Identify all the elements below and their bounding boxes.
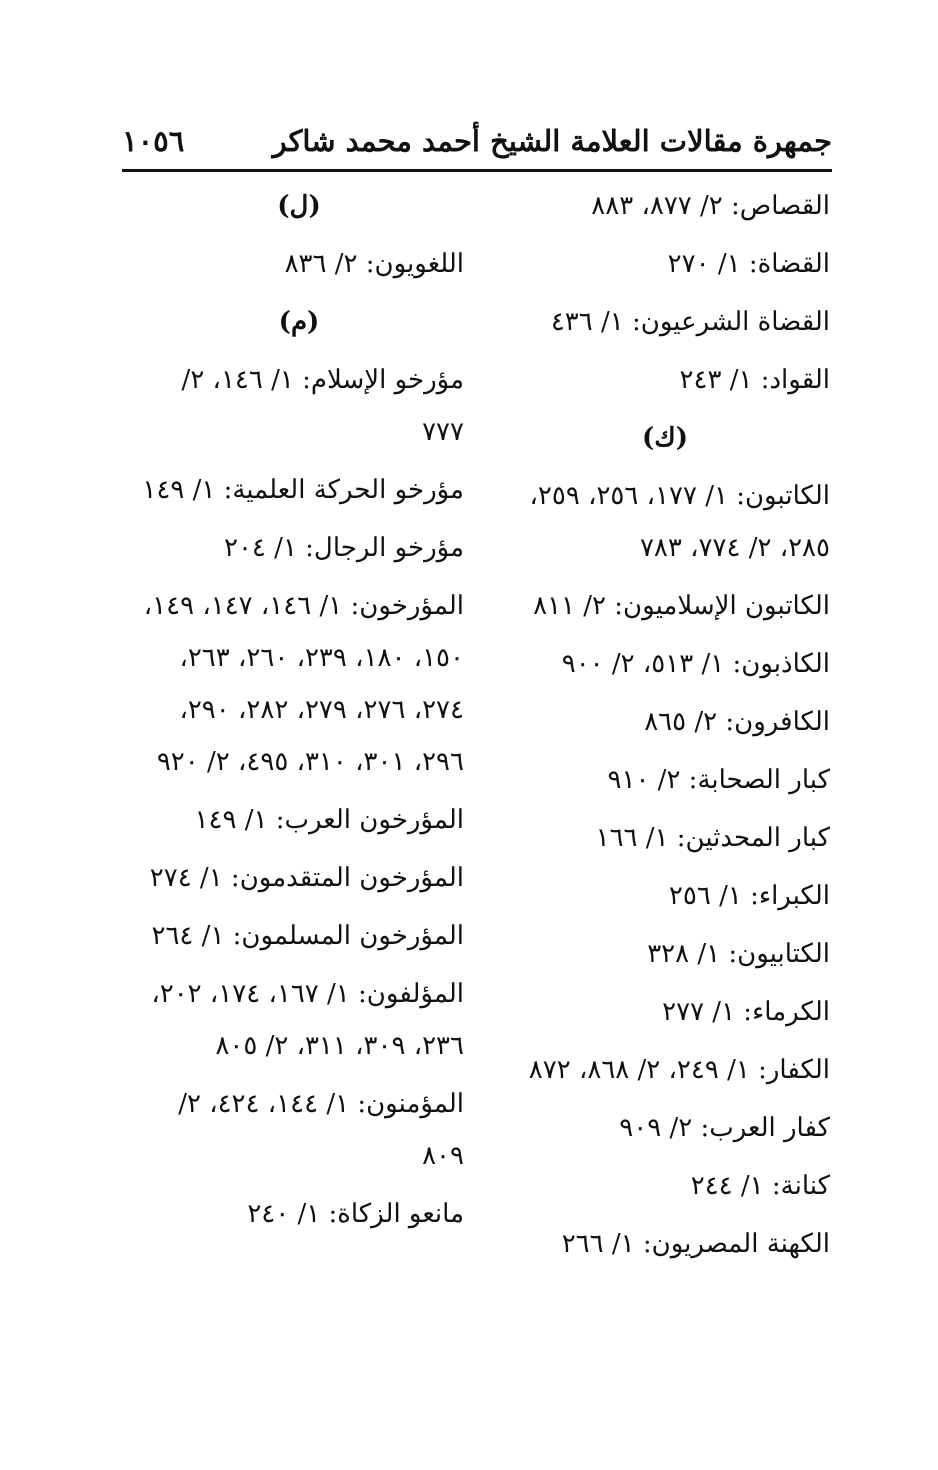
index-entry: مانعو الزكاة: ١/ ٢٤٠ (247, 1199, 464, 1229)
index-entry: المؤرخون العرب: ١/ ١٤٩ (194, 805, 464, 835)
index-entry: القصاص: ٢/ ٨٧٧، ٨٨٣ (591, 191, 830, 221)
page-number: ١٠٥٦ (122, 124, 185, 158)
index-entry: المؤلفون: ١/ ١٦٧، ١٧٤، ٢٠٢، ٢٣٦، ٣٠٩، ٣١١، ٢/ ٨٠٥ (151, 979, 464, 1061)
page-header (122, 118, 832, 170)
index-column-right (500, 180, 830, 1276)
index-entry: المؤرخون المتقدمون: ١/ ٢٧٤ (149, 863, 464, 893)
index-entry: القضاة الشرعيون: ١/ ٤٣٦ (550, 307, 830, 337)
index-entry: مؤرخو الرجال: ١/ ٢٠٤ (224, 533, 464, 563)
index-entry: كنانة: ١/ ٢٤٤ (690, 1171, 830, 1201)
index-entry: الكهنة المصريون: ١/ ٢٦٦ (561, 1229, 830, 1259)
index-entry: الكاتبون الإسلاميون: ٢/ ٨١١ (533, 591, 830, 621)
index-entry: الكفار: ١/ ٢٤٩، ٢/ ٨٦٨، ٨٧٢ (528, 1055, 830, 1085)
index-entry: المؤرخون: ١/ ١٤٦، ١٤٧، ١٤٩، ١٥٠، ١٨٠، ٢٣٩، ٢٦٠، ٢٦٣، ٢٧٤، ٢٧٦، ٢٧٩، ٢٨٢، ٢٩٠، ٢٩٦، ٣٠١، ٣١٠، ٤٩٥، ٢/ ٩٢٠ (143, 591, 464, 777)
index-entry: المؤمنون: ١/ ١٤٤، ٤٢٤، ٢/ ٨٠٩ (178, 1089, 464, 1171)
index-entry: الكرماء: ١/ ٢٧٧ (662, 997, 830, 1027)
index-entry: كبار الصحابة: ٢/ ٩١٠ (607, 765, 830, 795)
index-entry: كبار المحدثين: ١/ ١٦٦ (595, 823, 830, 853)
index-entry: كفار العرب: ٢/ ٩٠٩ (619, 1113, 830, 1143)
index-entry: الكاتبون: ١/ ١٧٧، ٢٥٦، ٢٥٩، ٢٨٥، ٢/ ٧٧٤، ٧٨٣ (529, 481, 830, 563)
index-letter-heading: (م) (278, 307, 320, 337)
index-entry: المؤرخون المسلمون: ١/ ٢٦٤ (151, 921, 464, 951)
index-entry: مؤرخو الحركة العلمية: ١/ ١٤٩ (142, 475, 464, 505)
index-entry: الكبراء: ١/ ٢٥٦ (668, 881, 830, 911)
index-entry: الكافرون: ٢/ ٨٦٥ (644, 707, 830, 737)
index-entry: اللغويون: ٢/ ٨٣٦ (284, 249, 464, 279)
index-entry: مؤرخو الإسلام: ١/ ١٤٦، ٢/ ٧٧٧ (181, 365, 464, 447)
header-rule (122, 169, 832, 172)
index-letter-heading: (ك) (641, 423, 689, 453)
running-title: جمهرة مقالات العلامة الشيخ أحمد محمد شاكر (272, 124, 832, 158)
index-entry: القضاة: ١/ ٢٧٠ (667, 249, 830, 279)
index-entry: الكتابيون: ١/ ٣٢٨ (647, 939, 830, 969)
index-entry: القواد: ١/ ٢٤٣ (679, 365, 830, 395)
index-letter-heading: (ل) (277, 191, 321, 221)
index-column-left (134, 180, 464, 1246)
index-entry: الكاذبون: ١/ ٥١٣، ٢/ ٩٠٠ (561, 649, 830, 679)
